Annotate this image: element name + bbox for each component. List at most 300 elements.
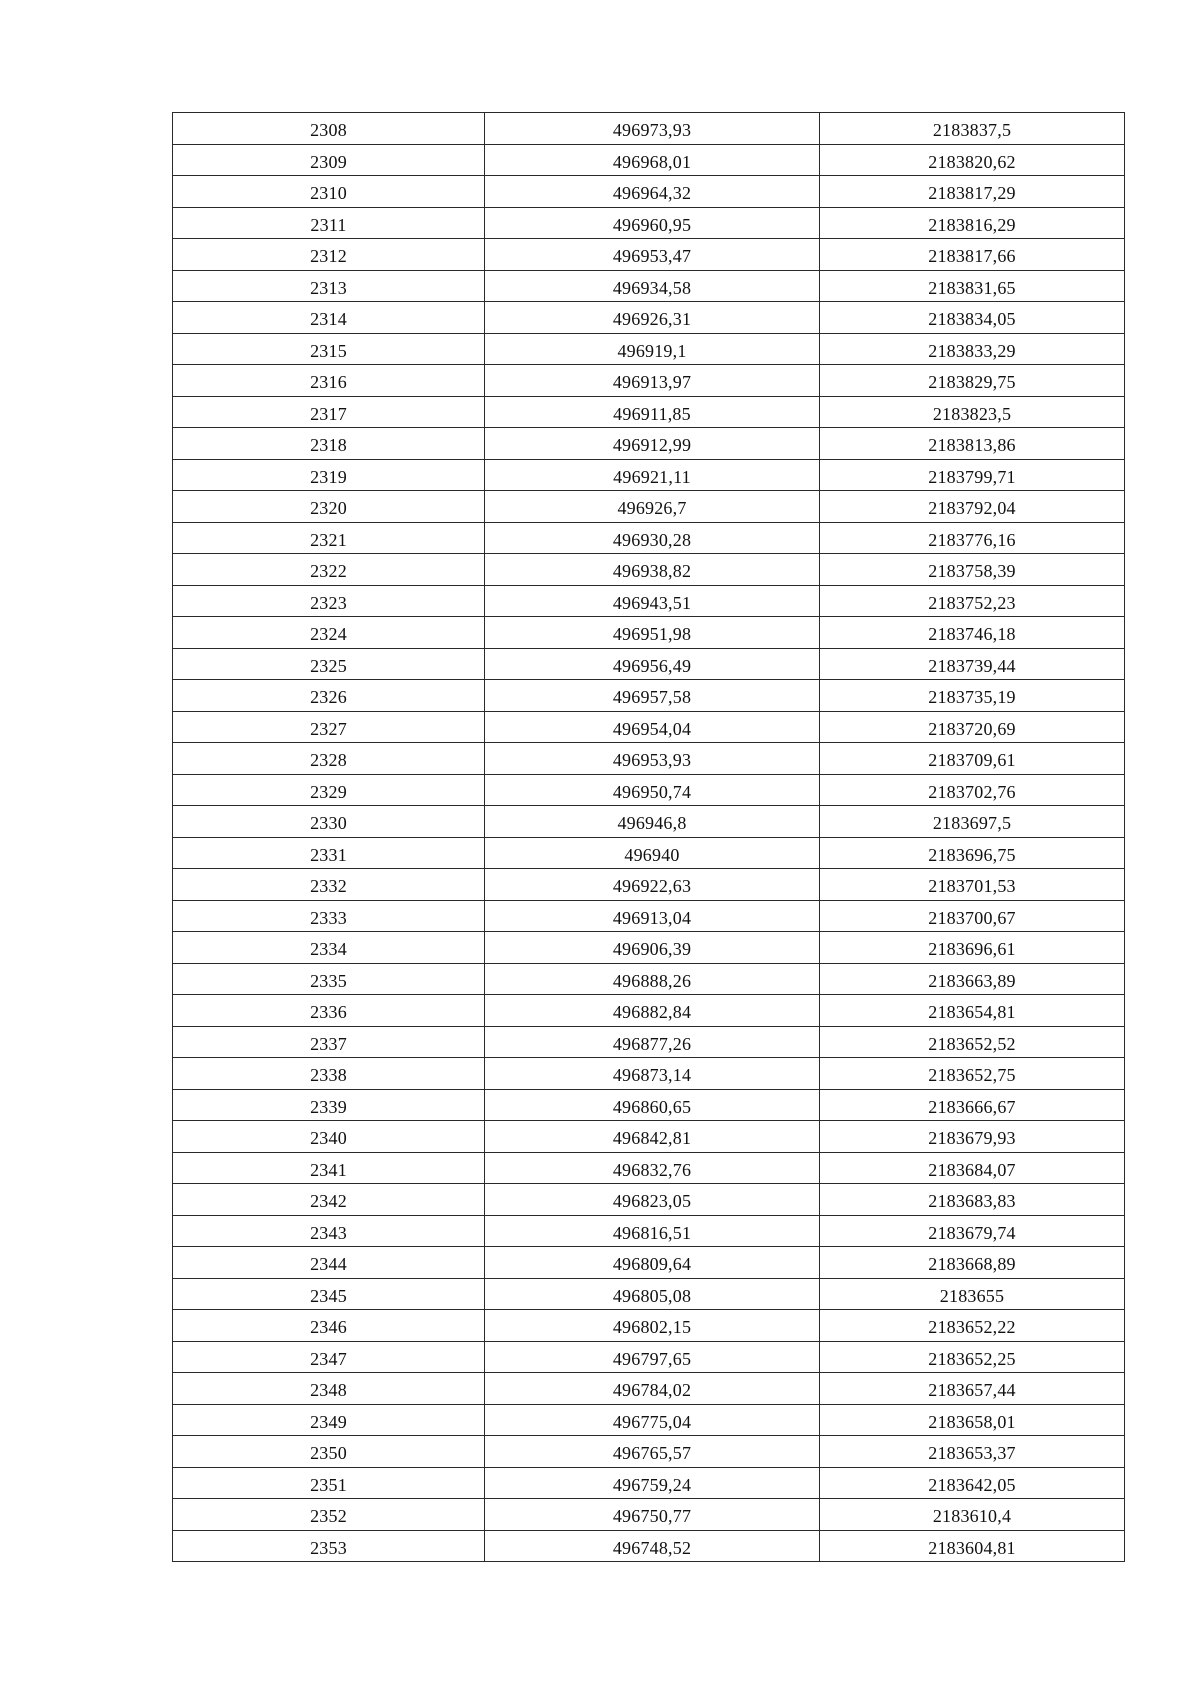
y-coordinate-text: 2183758,39 [928, 561, 1016, 582]
point-number-text: 2352 [310, 1506, 347, 1527]
table-row [173, 522, 1125, 554]
point-number-text: 2347 [310, 1348, 347, 1369]
point-number-text: 2309 [310, 151, 347, 172]
point-number-text: 2350 [310, 1443, 347, 1464]
table-row [173, 1215, 1125, 1247]
x-coordinate-text: 496956,49 [612, 655, 692, 676]
y-coordinate-cell [820, 806, 1125, 838]
x-coordinate-text: 496922,63 [612, 876, 692, 897]
table-row [173, 1058, 1125, 1090]
x-coordinate-cell [485, 491, 820, 523]
x-coordinate-cell [485, 1058, 820, 1090]
y-coordinate-text: 2183720,69 [928, 718, 1016, 739]
y-coordinate-cell [820, 1341, 1125, 1373]
x-coordinate-text: 496940 [624, 844, 680, 865]
x-coordinate-cell [485, 1310, 820, 1342]
table-row [173, 396, 1125, 428]
x-coordinate-text: 496950,74 [612, 781, 692, 802]
y-coordinate-cell [820, 585, 1125, 617]
x-coordinate-text: 496882,84 [612, 1002, 692, 1023]
x-coordinate-text: 496960,95 [612, 214, 692, 235]
x-coordinate-text: 496913,04 [612, 907, 692, 928]
x-coordinate-text: 496877,26 [612, 1033, 692, 1054]
point-number-text: 2327 [310, 718, 347, 739]
x-coordinate-cell [485, 995, 820, 1027]
y-coordinate-text: 2183668,89 [928, 1254, 1016, 1275]
x-coordinate-cell [485, 617, 820, 649]
point-number-text: 2348 [310, 1380, 347, 1401]
x-coordinate-cell [485, 333, 820, 365]
y-coordinate-text: 2183658,01 [928, 1411, 1016, 1432]
y-coordinate-text: 2183696,75 [928, 844, 1016, 865]
y-coordinate-cell [820, 774, 1125, 806]
y-coordinate-cell [820, 302, 1125, 334]
x-coordinate-cell [485, 365, 820, 397]
x-coordinate-text: 496842,81 [612, 1128, 692, 1149]
table-row [173, 1121, 1125, 1153]
y-coordinate-text: 2183683,83 [928, 1191, 1016, 1212]
point-number-text: 2343 [310, 1222, 347, 1243]
table-row [173, 1184, 1125, 1216]
y-coordinate-text: 2183746,18 [928, 624, 1016, 645]
table-row [173, 144, 1125, 176]
x-coordinate-cell [485, 270, 820, 302]
table-row [173, 1341, 1125, 1373]
coordinates-table [172, 112, 1125, 1562]
x-coordinate-cell [485, 963, 820, 995]
x-coordinate-text: 496938,82 [612, 561, 692, 582]
y-coordinate-text: 2183653,37 [928, 1443, 1016, 1464]
point-number-cell [173, 1404, 485, 1436]
y-coordinate-cell [820, 1089, 1125, 1121]
y-coordinate-cell [820, 1467, 1125, 1499]
point-number-cell [173, 995, 485, 1027]
y-coordinate-text: 2183739,44 [928, 655, 1016, 676]
x-coordinate-cell [485, 711, 820, 743]
point-number-text: 2321 [310, 529, 347, 550]
point-number-text: 2345 [310, 1285, 347, 1306]
point-number-text: 2344 [310, 1254, 347, 1275]
point-number-text: 2328 [310, 750, 347, 771]
x-coordinate-text: 496921,11 [613, 466, 691, 487]
x-coordinate-cell [485, 302, 820, 334]
table-row [173, 774, 1125, 806]
point-number-cell [173, 239, 485, 271]
point-number-text: 2349 [310, 1411, 347, 1432]
table-row [173, 113, 1125, 145]
y-coordinate-cell [820, 995, 1125, 1027]
point-number-cell [173, 459, 485, 491]
table-row [173, 554, 1125, 586]
x-coordinate-text: 496953,47 [612, 246, 692, 267]
y-coordinate-text: 2183701,53 [928, 876, 1016, 897]
point-number-cell [173, 932, 485, 964]
x-coordinate-cell [485, 869, 820, 901]
y-coordinate-cell [820, 1404, 1125, 1436]
point-number-cell [173, 1121, 485, 1153]
point-number-cell [173, 1436, 485, 1468]
point-number-text: 2351 [310, 1474, 347, 1495]
x-coordinate-text: 496823,05 [612, 1191, 692, 1212]
y-coordinate-text: 2183820,62 [928, 151, 1016, 172]
y-coordinate-text: 2183702,76 [928, 781, 1016, 802]
point-number-cell [173, 774, 485, 806]
table-row [173, 1247, 1125, 1279]
y-coordinate-text: 2183831,65 [928, 277, 1016, 298]
y-coordinate-cell [820, 491, 1125, 523]
point-number-text: 2308 [310, 120, 347, 141]
table-row [173, 1310, 1125, 1342]
x-coordinate-text: 496809,64 [612, 1254, 692, 1275]
y-coordinate-text: 2183679,93 [928, 1128, 1016, 1149]
point-number-text: 2346 [310, 1317, 347, 1338]
point-number-cell [173, 396, 485, 428]
point-number-text: 2340 [310, 1128, 347, 1149]
x-coordinate-cell [485, 1152, 820, 1184]
point-number-cell [173, 648, 485, 680]
table-row [173, 932, 1125, 964]
point-number-cell [173, 837, 485, 869]
point-number-cell [173, 270, 485, 302]
x-coordinate-text: 496926,7 [617, 498, 687, 519]
point-number-cell [173, 963, 485, 995]
y-coordinate-text: 2183604,81 [928, 1537, 1016, 1558]
y-coordinate-text: 2183642,05 [928, 1474, 1016, 1495]
point-number-text: 2337 [310, 1033, 347, 1054]
table-row [173, 1152, 1125, 1184]
y-coordinate-text: 2183813,86 [928, 435, 1016, 456]
table-row [173, 869, 1125, 901]
y-coordinate-cell [820, 648, 1125, 680]
x-coordinate-text: 496759,24 [612, 1474, 692, 1495]
x-coordinate-cell [485, 459, 820, 491]
point-number-text: 2338 [310, 1065, 347, 1086]
y-coordinate-cell [820, 1215, 1125, 1247]
y-coordinate-text: 2183652,25 [928, 1348, 1016, 1369]
y-coordinate-cell [820, 207, 1125, 239]
table-row [173, 743, 1125, 775]
point-number-cell [173, 1215, 485, 1247]
y-coordinate-text: 2183652,75 [928, 1065, 1016, 1086]
x-coordinate-cell [485, 680, 820, 712]
x-coordinate-cell [485, 113, 820, 145]
point-number-text: 2330 [310, 813, 347, 834]
y-coordinate-text: 2183654,81 [928, 1002, 1016, 1023]
point-number-text: 2317 [310, 403, 347, 424]
point-number-text: 2323 [310, 592, 347, 613]
point-number-cell [173, 1247, 485, 1279]
point-number-cell [173, 743, 485, 775]
x-coordinate-text: 496954,04 [612, 718, 692, 739]
y-coordinate-text: 2183663,89 [928, 970, 1016, 991]
x-coordinate-cell [485, 1089, 820, 1121]
y-coordinate-cell [820, 396, 1125, 428]
point-number-text: 2334 [310, 939, 347, 960]
point-number-cell [173, 806, 485, 838]
x-coordinate-text: 496934,58 [612, 277, 692, 298]
y-coordinate-cell [820, 554, 1125, 586]
x-coordinate-text: 496765,57 [612, 1443, 692, 1464]
y-coordinate-cell [820, 932, 1125, 964]
y-coordinate-text: 2183776,16 [928, 529, 1016, 550]
y-coordinate-text: 2183655 [939, 1285, 1005, 1306]
x-coordinate-text: 496750,77 [612, 1506, 692, 1527]
y-coordinate-text: 2183700,67 [928, 907, 1016, 928]
x-coordinate-cell [485, 207, 820, 239]
point-number-cell [173, 302, 485, 334]
x-coordinate-cell [485, 522, 820, 554]
x-coordinate-cell [485, 144, 820, 176]
point-number-cell [173, 554, 485, 586]
point-number-text: 2322 [310, 561, 347, 582]
x-coordinate-text: 496860,65 [612, 1096, 692, 1117]
x-coordinate-cell [485, 806, 820, 838]
point-number-cell [173, 1278, 485, 1310]
x-coordinate-text: 496873,14 [612, 1065, 692, 1086]
y-coordinate-text: 2183799,71 [928, 466, 1016, 487]
y-coordinate-text: 2183684,07 [928, 1159, 1016, 1180]
x-coordinate-cell [485, 1184, 820, 1216]
y-coordinate-cell [820, 239, 1125, 271]
point-number-cell [173, 1026, 485, 1058]
table-row [173, 365, 1125, 397]
x-coordinate-text: 496946,8 [617, 813, 687, 834]
x-coordinate-cell [485, 743, 820, 775]
y-coordinate-cell [820, 963, 1125, 995]
point-number-cell [173, 1058, 485, 1090]
y-coordinate-cell [820, 113, 1125, 145]
y-coordinate-cell [820, 680, 1125, 712]
y-coordinate-text: 2183817,29 [928, 183, 1016, 204]
point-number-text: 2335 [310, 970, 347, 991]
y-coordinate-cell [820, 869, 1125, 901]
x-coordinate-text: 496973,93 [612, 120, 692, 141]
y-coordinate-cell [820, 1121, 1125, 1153]
table-row [173, 1499, 1125, 1531]
y-coordinate-cell [820, 1310, 1125, 1342]
point-number-text: 2332 [310, 876, 347, 897]
point-number-cell [173, 113, 485, 145]
x-coordinate-text: 496816,51 [612, 1222, 692, 1243]
y-coordinate-text: 2183833,29 [928, 340, 1016, 361]
y-coordinate-cell [820, 144, 1125, 176]
point-number-cell [173, 176, 485, 208]
x-coordinate-text: 496784,02 [612, 1380, 692, 1401]
table-row [173, 1026, 1125, 1058]
point-number-cell [173, 207, 485, 239]
x-coordinate-cell [485, 428, 820, 460]
y-coordinate-cell [820, 459, 1125, 491]
y-coordinate-cell [820, 428, 1125, 460]
x-coordinate-cell [485, 554, 820, 586]
y-coordinate-cell [820, 176, 1125, 208]
point-number-cell [173, 1530, 485, 1562]
y-coordinate-cell [820, 1530, 1125, 1562]
x-coordinate-cell [485, 837, 820, 869]
table-row [173, 648, 1125, 680]
table-row [173, 995, 1125, 1027]
point-number-text: 2353 [310, 1537, 347, 1558]
point-number-text: 2310 [310, 183, 347, 204]
x-coordinate-cell [485, 1278, 820, 1310]
y-coordinate-text: 2183735,19 [928, 687, 1016, 708]
table-row [173, 617, 1125, 649]
x-coordinate-text: 496968,01 [612, 151, 692, 172]
y-coordinate-text: 2183823,5 [932, 403, 1012, 424]
y-coordinate-text: 2183817,66 [928, 246, 1016, 267]
x-coordinate-cell [485, 1436, 820, 1468]
table-row [173, 1404, 1125, 1436]
y-coordinate-text: 2183697,5 [932, 813, 1012, 834]
point-number-cell [173, 333, 485, 365]
x-coordinate-text: 496797,65 [612, 1348, 692, 1369]
x-coordinate-cell [485, 1467, 820, 1499]
x-coordinate-text: 496913,97 [612, 372, 692, 393]
point-number-cell [173, 428, 485, 460]
point-number-cell [173, 711, 485, 743]
table-row [173, 302, 1125, 334]
x-coordinate-cell [485, 932, 820, 964]
coordinates-table-body [173, 113, 1125, 1562]
table-row [173, 428, 1125, 460]
y-coordinate-cell [820, 743, 1125, 775]
point-number-text: 2326 [310, 687, 347, 708]
point-number-text: 2324 [310, 624, 347, 645]
point-number-cell [173, 522, 485, 554]
x-coordinate-text: 496930,28 [612, 529, 692, 550]
point-number-text: 2316 [310, 372, 347, 393]
y-coordinate-text: 2183652,52 [928, 1033, 1016, 1054]
x-coordinate-cell [485, 648, 820, 680]
x-coordinate-text: 496775,04 [612, 1411, 692, 1432]
table-row [173, 1530, 1125, 1562]
x-coordinate-text: 496951,98 [612, 624, 692, 645]
point-number-cell [173, 1089, 485, 1121]
x-coordinate-text: 496805,08 [612, 1285, 692, 1306]
y-coordinate-text: 2183752,23 [928, 592, 1016, 613]
point-number-text: 2329 [310, 781, 347, 802]
y-coordinate-text: 2183657,44 [928, 1380, 1016, 1401]
x-coordinate-cell [485, 900, 820, 932]
table-row [173, 963, 1125, 995]
x-coordinate-text: 496919,1 [617, 340, 687, 361]
table-row [173, 711, 1125, 743]
x-coordinate-text: 496802,15 [612, 1317, 692, 1338]
y-coordinate-text: 2183834,05 [928, 309, 1016, 330]
x-coordinate-text: 496964,32 [612, 183, 692, 204]
x-coordinate-text: 496906,39 [612, 939, 692, 960]
x-coordinate-cell [485, 1373, 820, 1405]
y-coordinate-cell [820, 522, 1125, 554]
x-coordinate-text: 496953,93 [612, 750, 692, 771]
table-row [173, 900, 1125, 932]
y-coordinate-text: 2183709,61 [928, 750, 1016, 771]
table-row [173, 585, 1125, 617]
point-number-text: 2311 [310, 214, 347, 235]
point-number-cell [173, 585, 485, 617]
y-coordinate-cell [820, 900, 1125, 932]
table-row [173, 1467, 1125, 1499]
y-coordinate-cell [820, 1026, 1125, 1058]
x-coordinate-cell [485, 1404, 820, 1436]
y-coordinate-cell [820, 1436, 1125, 1468]
y-coordinate-cell [820, 270, 1125, 302]
point-number-cell [173, 491, 485, 523]
y-coordinate-text: 2183829,75 [928, 372, 1016, 393]
point-number-text: 2339 [310, 1096, 347, 1117]
y-coordinate-cell [820, 1373, 1125, 1405]
point-number-text: 2312 [310, 246, 347, 267]
y-coordinate-text: 2183696,61 [928, 939, 1016, 960]
x-coordinate-cell [485, 1499, 820, 1531]
x-coordinate-text: 496957,58 [612, 687, 692, 708]
point-number-text: 2336 [310, 1002, 347, 1023]
point-number-text: 2333 [310, 907, 347, 928]
x-coordinate-cell [485, 1121, 820, 1153]
point-number-cell [173, 1310, 485, 1342]
table-row [173, 1278, 1125, 1310]
x-coordinate-text: 496832,76 [612, 1159, 692, 1180]
point-number-text: 2315 [310, 340, 347, 361]
table-row [173, 491, 1125, 523]
table-row [173, 1373, 1125, 1405]
table-row [173, 270, 1125, 302]
point-number-text: 2331 [310, 844, 347, 865]
y-coordinate-cell [820, 1058, 1125, 1090]
table-row [173, 239, 1125, 271]
y-coordinate-text: 2183679,74 [928, 1222, 1016, 1243]
y-coordinate-text: 2183792,04 [928, 498, 1016, 519]
x-coordinate-cell [485, 176, 820, 208]
point-number-cell [173, 1373, 485, 1405]
x-coordinate-cell [485, 774, 820, 806]
point-number-text: 2325 [310, 655, 347, 676]
x-coordinate-text: 496912,99 [612, 435, 692, 456]
x-coordinate-cell [485, 239, 820, 271]
y-coordinate-cell [820, 1152, 1125, 1184]
y-coordinate-cell [820, 1278, 1125, 1310]
y-coordinate-cell [820, 365, 1125, 397]
point-number-cell [173, 617, 485, 649]
point-number-cell [173, 1499, 485, 1531]
y-coordinate-cell [820, 1499, 1125, 1531]
x-coordinate-cell [485, 585, 820, 617]
x-coordinate-text: 496888,26 [612, 970, 692, 991]
x-coordinate-cell [485, 1341, 820, 1373]
y-coordinate-cell [820, 711, 1125, 743]
x-coordinate-cell [485, 396, 820, 428]
point-number-text: 2313 [310, 277, 347, 298]
x-coordinate-cell [485, 1026, 820, 1058]
point-number-text: 2314 [310, 309, 347, 330]
x-coordinate-text: 496911,85 [613, 403, 691, 424]
y-coordinate-cell [820, 1184, 1125, 1216]
point-number-cell [173, 1152, 485, 1184]
point-number-cell [173, 144, 485, 176]
x-coordinate-cell [485, 1215, 820, 1247]
y-coordinate-text: 2183816,29 [928, 214, 1016, 235]
point-number-cell [173, 869, 485, 901]
y-coordinate-text: 2183610,4 [932, 1506, 1012, 1527]
table-row [173, 176, 1125, 208]
point-number-cell [173, 365, 485, 397]
y-coordinate-text: 2183652,22 [928, 1317, 1016, 1338]
x-coordinate-text: 496943,51 [612, 592, 692, 613]
y-coordinate-text: 2183666,67 [928, 1096, 1016, 1117]
y-coordinate-cell [820, 333, 1125, 365]
table-row [173, 333, 1125, 365]
x-coordinate-text: 496748,52 [612, 1537, 692, 1558]
